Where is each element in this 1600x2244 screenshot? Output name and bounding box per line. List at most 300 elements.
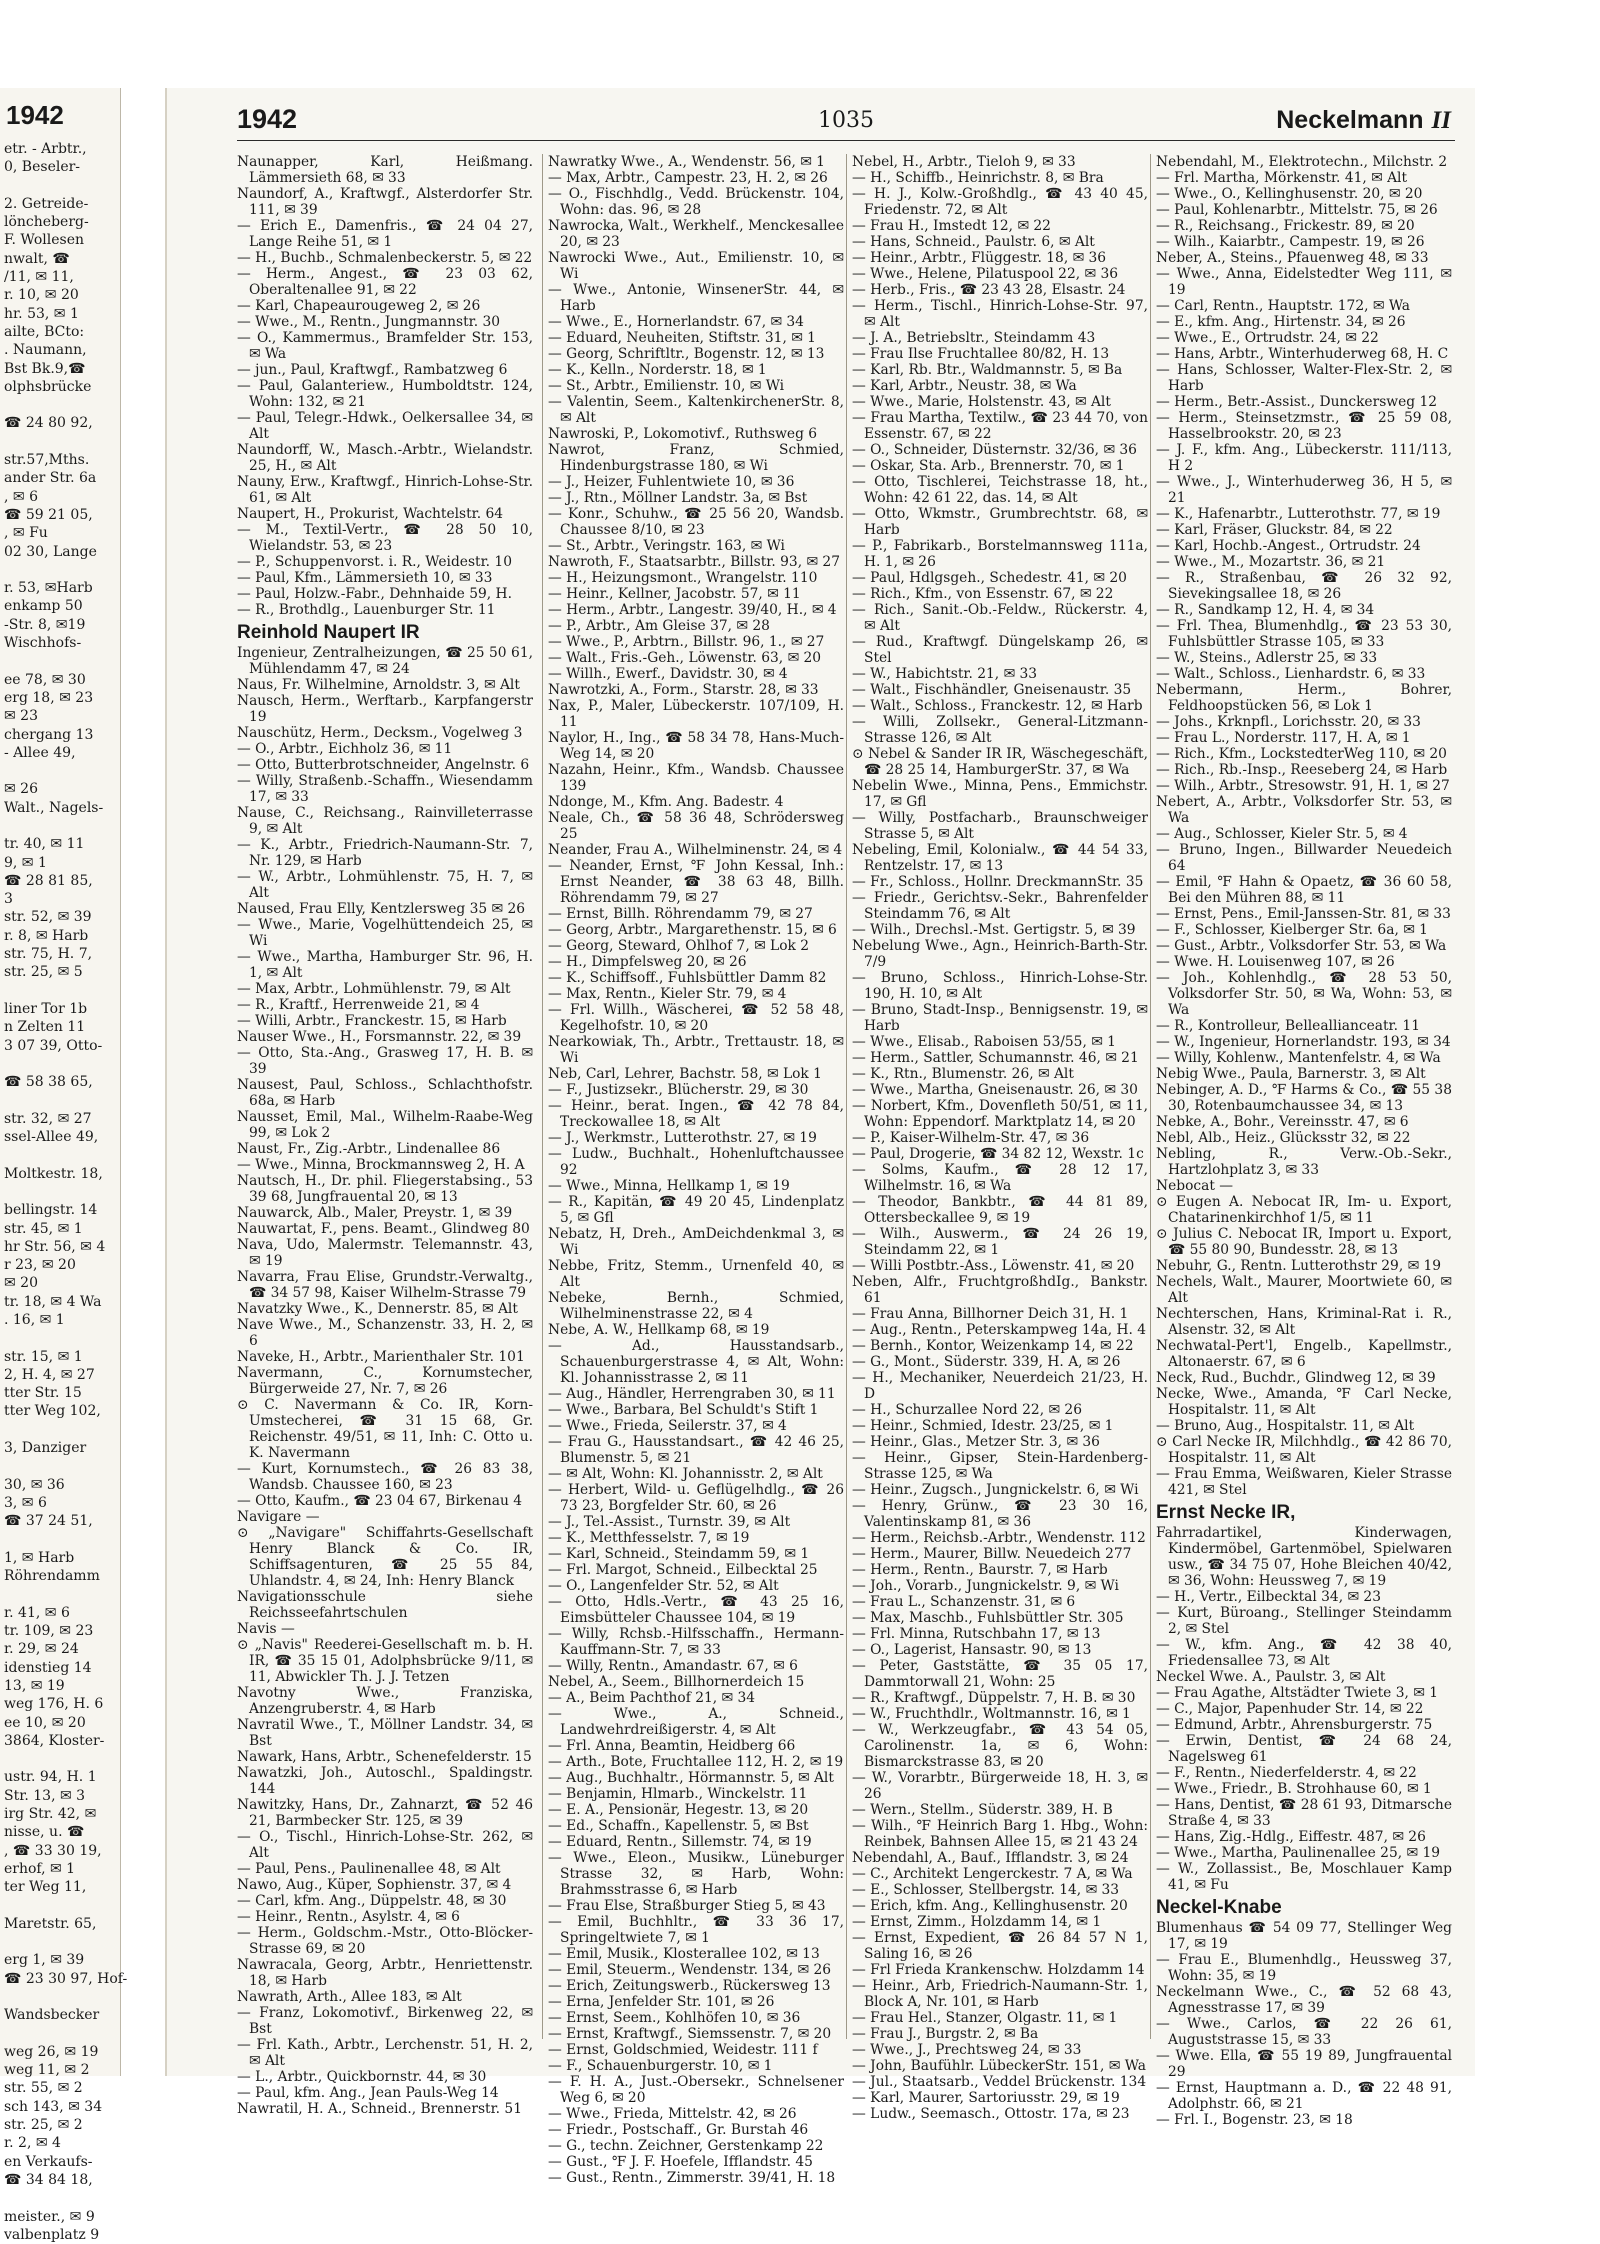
directory-entry: — Herm., Angest., ☎ 23 03 62, Oberaltenallee 91, ✉ 22 bbox=[237, 266, 533, 298]
directory-entry: — F., Rentn., Niederfelderstr. 4, ✉ 22 bbox=[1156, 1765, 1417, 1781]
left-page-line: hr Str. 56, ✉ 4 bbox=[4, 1238, 106, 1255]
directory-entry: — G., Mont., Süderstr. 339, H. A, ✉ 26 bbox=[852, 1354, 1121, 1370]
directory-entry: — Wwe., Anna, Eidelstedter Weg 111, ✉ 19 bbox=[1156, 266, 1452, 298]
directory-entry: — R., Kraftf., Herrenweide 21, ✉ 4 bbox=[237, 997, 480, 1013]
left-page-line bbox=[0, 2025, 120, 2043]
left-page-line: . Naumann, bbox=[4, 342, 87, 359]
directory-entry: Nebinger, A. D., ℉ Harms & Co., ☎ 55 38 30, Rotenbaumchaussee 34, ✉ 13 bbox=[1156, 1082, 1452, 1114]
left-page-line: - Allee 49, bbox=[4, 744, 76, 761]
directory-entry: Nawrotzki, A., Form., Starstr. 28, ✉ 33 bbox=[548, 682, 819, 698]
left-page-line: , ☎ 33 30 19, bbox=[4, 1842, 102, 1859]
directory-entry: Nava, Udo, Malermstr. Telemannstr. 43, ✉ 19 bbox=[237, 1237, 533, 1269]
directory-entry: Naused, Frau Elly, Kentzlersweg 35 ✉ 26 bbox=[237, 901, 526, 917]
directory-entry: — Heinr., Rentn., Asylstr. 4, ✉ 6 bbox=[237, 1909, 460, 1925]
directory-entry: — Georg, Arbtr., Margarethenstr. 15, ✉ 6 bbox=[548, 922, 837, 938]
left-page-line bbox=[0, 1531, 120, 1549]
directory-entry: Nausest, Paul, Schloss., Schlachthofstr. 68a, ✉ Harb bbox=[237, 1077, 533, 1109]
directory-entry: — Frau Anna, Billhorner Deich 31, H. 1 bbox=[852, 1306, 1129, 1322]
directory-entry: Blumenhaus ☎ 54 09 77, Stellinger Weg 17, ✉ 19 bbox=[1156, 1920, 1452, 1952]
directory-entry: — Otto, Hdls.-Vertr., ☎ 43 25 16, Eimsbütteler Chaussee 104, ✉ 19 bbox=[548, 1594, 844, 1626]
directory-entry: — Wilh., Kaiarbtr., Campestr. 19, ✉ 26 bbox=[1156, 234, 1425, 250]
left-page-line: hr. 53, ✉ 1 bbox=[4, 305, 79, 322]
directory-entry: — J. F., kfm. Ang., Lübeckerstr. 111/113, H 2 bbox=[1156, 442, 1452, 474]
directory-entry: Nebeling, Emil, Kolonialw., ☎ 44 54 33, Rentzelstr. 17, ✉ 13 bbox=[852, 842, 1148, 874]
left-page-strip bbox=[0, 88, 128, 2243]
directory-entry: Ingenieur, Zentralheizungen, ☎ 25 50 61, Mühlendamm 47, ✉ 24 bbox=[237, 645, 533, 677]
directory-entry: — Erich, Zeitungswerb., Rückersweg 13 bbox=[548, 1978, 831, 1994]
left-page-line: , ✉ Fu bbox=[4, 525, 48, 542]
left-page-line: 30, ✉ 36 bbox=[4, 1476, 65, 1493]
left-page-line: Wischhofs- bbox=[4, 635, 82, 652]
directory-entry: Navigare — bbox=[237, 1509, 320, 1525]
left-page-line: ☎ 24 80 92, bbox=[4, 415, 93, 432]
left-page-line: olphsbrücke bbox=[4, 378, 92, 395]
left-page-line bbox=[0, 1421, 120, 1439]
directory-entry: Nave Wwe., M., Schanzenstr. 33, H. 2, ✉ 6 bbox=[237, 1317, 533, 1349]
directory-entry: — Wwe., E., Ortrudstr. 24, ✉ 22 bbox=[1156, 330, 1379, 346]
directory-entry: — J., Tel.-Assist., Turnstr. 39, ✉ Alt bbox=[548, 1514, 791, 1530]
directory-entry: — H., Mechaniker, Neuerdeich 21/23, H. D bbox=[852, 1370, 1148, 1402]
left-page-line bbox=[0, 1091, 120, 1109]
directory-entry: Nawroth, F., Staatsarbtr., Billstr. 93, ✉ 27 bbox=[548, 554, 840, 570]
directory-entry: Nawracala, Georg, Arbtr., Henriettenstr. 18, ✉ Harb bbox=[237, 1957, 533, 1989]
directory-entry: — Rud., Kraftwgf. Düngelskamp 26, ✉ Stel bbox=[852, 634, 1148, 666]
directory-entry: — Frl. Kath., Arbtr., Lerchenstr. 51, H. 2, ✉ Alt bbox=[237, 2037, 533, 2069]
left-page-line: ☎ 34 84 18, bbox=[4, 2171, 93, 2188]
display-advertisement: Ernst Necke IR, bbox=[1156, 1502, 1296, 1523]
directory-entry: — Ernst, Hauptmann a. D., ☎ 22 48 91, Adolphstr. 66, ✉ 21 bbox=[1156, 2080, 1452, 2112]
left-page-line bbox=[0, 1457, 120, 1475]
directory-entry: Naunapper, Karl, Heißmang. Lämmersieth 68, ✉ 33 bbox=[237, 154, 533, 186]
directory-entry: — ✉ Alt, Wohn: Kl. Johannisstr. 2, ✉ Alt bbox=[548, 1466, 823, 1482]
left-page-line: 3 bbox=[4, 891, 13, 908]
directory-entry: Nebke, A., Bohr., Vereinsstr. 47, ✉ 6 bbox=[1156, 1114, 1409, 1130]
directory-entry: — Rich., Kfm., von Essenstr. 67, ✉ 22 bbox=[852, 586, 1114, 602]
directory-entry: — W., Vorarbtr., Bürgerweide 18, H. 3, ✉ 26 bbox=[852, 1770, 1148, 1802]
directory-entry: — Georg, Steward, Ohlhof 7, ✉ Lok 2 bbox=[548, 938, 810, 954]
left-page-line: str. 75, H. 7, bbox=[4, 946, 93, 963]
directory-entry: — Wwe., J., Prechtsweg 24, ✉ 33 bbox=[852, 2042, 1082, 2058]
directory-entry: — Wwe., Martha, Paulinenallee 25, ✉ 19 bbox=[1156, 1845, 1441, 1861]
left-page-line: n Zelten 11 bbox=[4, 1019, 86, 1036]
directory-entry: — Frau Else, Straßburger Stieg 5, ✉ 43 bbox=[548, 1898, 826, 1914]
directory-entry: — Willh., Ewerf., Davidstr. 30, ✉ 4 bbox=[548, 666, 788, 682]
directory-entry: — Wwe., Elisab., Raboisen 53/55, ✉ 1 bbox=[852, 1034, 1116, 1050]
directory-entry: — Heinr., Glas., Metzer Str. 3, ✉ 36 bbox=[852, 1434, 1100, 1450]
directory-entry: — Ernst, Goldschmied, Weidestr. 111 f bbox=[548, 2042, 818, 2058]
directory-entry: — W., Zollassist., Be, Moschlauer Kamp 41, ✉ Fu bbox=[1156, 1861, 1452, 1893]
left-page-line: meister., ✉ 9 bbox=[4, 2208, 95, 2225]
directory-entry: Nawroski, P., Lokomotivf., Ruthsweg 6 bbox=[548, 426, 818, 442]
directory-entry: — Wilh., ℉ Heinrich Barg 1. Hbg., Wohn: Reinbek, Bahnsen Allee 15, ✉ 21 43 24 bbox=[852, 1818, 1148, 1850]
left-page-line bbox=[0, 817, 120, 835]
directory-entry: — Peter, Gaststätte, ☎ 35 05 17, Dammtorwall 21, Wohn: 25 bbox=[852, 1658, 1148, 1690]
directory-entry: — Friedr., Postschaff., Gr. Burstah 46 bbox=[548, 2122, 809, 2138]
left-page-line: 9, ✉ 1 bbox=[4, 854, 47, 871]
left-page-line: valbenplatz 9 bbox=[4, 2226, 100, 2243]
directory-entry: Naundorff, W., Masch.-Arbtr., Wielandstr. 25, H., ✉ Alt bbox=[237, 442, 533, 474]
directory-entry: Ndonge, M., Kfm. Ang. Badestr. 4 bbox=[548, 794, 784, 810]
directory-entry: Neb, Carl, Lehrer, Bachstr. 58, ✉ Lok 1 bbox=[548, 1066, 822, 1082]
directory-entry: — Frau L., Schanzenstr. 31, ✉ 6 bbox=[852, 1594, 1076, 1610]
left-page-line: Wandsbecker bbox=[4, 2007, 100, 2024]
directory-entry: — W., Arbtr., Lohmühlenstr. 75, H. 7, ✉ Alt bbox=[237, 869, 533, 901]
left-page-line: 3, ✉ 6 bbox=[4, 1494, 47, 1511]
directory-entry: Navatzky Wwe., K., Dennerstr. 85, ✉ Alt bbox=[237, 1301, 518, 1317]
left-page-line: Str. 13, ✉ 3 bbox=[4, 1787, 86, 1804]
left-page-line: erg 18, ✉ 23 bbox=[4, 689, 94, 706]
directory-entry: — O., Tischl., Hinrich-Lohse-Str. 262, ✉ Alt bbox=[237, 1829, 533, 1861]
directory-entry: Nauschütz, Herm., Decksm., Vogelweg 3 bbox=[237, 725, 523, 741]
directory-entry: Navotny Wwe., Franziska, Anzengruberstr. 4, ✉ Harb bbox=[237, 1685, 533, 1717]
left-page-line: ustr. 94, H. 1 bbox=[4, 1769, 97, 1786]
directory-entry: Nawrot, Franz, Schmied, Hindenburgstrasse 180, ✉ Wi bbox=[548, 442, 844, 474]
directory-entry: — Otto, Kaufm., ☎ 23 04 67, Birkenau 4 bbox=[237, 1493, 523, 1509]
directory-entry: — John, Baufühlr. LübeckerStr. 151, ✉ Wa bbox=[852, 2058, 1146, 2074]
directory-entry: — J., Werkmstr., Lutterothstr. 27, ✉ 19 bbox=[548, 1130, 817, 1146]
directory-entry: — C., Architekt Lengerckestr. 7 A, ✉ Wa bbox=[852, 1866, 1133, 1882]
directory-entry: — Fr., Schloss., Hollnr. DreckmannStr. 35 bbox=[852, 874, 1144, 890]
running-head-volume: II bbox=[1431, 107, 1451, 134]
directory-entry: — Otto, Sta.-Ang., Grasweg 17, H. B. ✉ 39 bbox=[237, 1045, 533, 1077]
running-head-name: Neckelmann bbox=[1276, 106, 1424, 134]
directory-column-2 bbox=[548, 154, 844, 2186]
column-divider bbox=[846, 154, 847, 2039]
directory-entry: — Kurt, Kornumstech., ☎ 26 83 38, Wandsb. Chaussee 160, ✉ 23 bbox=[237, 1461, 533, 1493]
left-page-line: /11, ✉ 11, bbox=[4, 269, 74, 286]
left-page-line: str. 55, ✉ 2 bbox=[4, 2080, 83, 2097]
display-advertisement: Neckel-Knabe bbox=[1156, 1897, 1282, 1918]
directory-entry: — Wwe., J., Winterhuderweg 36, H 5, ✉ 21 bbox=[1156, 474, 1452, 506]
directory-entry: Navarra, Frau Elise, Grundstr.-Verwaltg., ☎ 34 57 98, Kaiser Wilhelm-Strasse 79 bbox=[237, 1269, 533, 1301]
left-page-line: r 23, ✉ 20 bbox=[4, 1257, 76, 1274]
directory-entry: — Bernh., Kontor, Weizenkamp 14, ✉ 22 bbox=[852, 1338, 1134, 1354]
left-page-line: 3, Danziger bbox=[4, 1440, 87, 1457]
directory-entry: — Heinr., Kellner, Jacobstr. 57, ✉ 11 bbox=[548, 586, 801, 602]
left-page-line: ailte, BCto: bbox=[4, 323, 85, 340]
directory-entry: — Arth., Bote, Fruchtallee 112, H. 2, ✉ 19 bbox=[548, 1754, 844, 1770]
directory-entry: — Max, Maschb., Fuhlsbüttler Str. 305 bbox=[852, 1610, 1124, 1626]
left-page-line bbox=[0, 1183, 120, 1201]
left-page-line bbox=[0, 1897, 120, 1915]
directory-entry: — Rich., Rb.-Insp., Reeseberg 24, ✉ Harb bbox=[1156, 762, 1448, 778]
left-page-line: r. 41, ✉ 6 bbox=[4, 1604, 70, 1621]
directory-entry: — Hans, Arbtr., Winterhuderweg 68, H. C bbox=[1156, 346, 1449, 362]
directory-entry: — Frau Hel., Stanzer, Olgastr. 11, ✉ 1 bbox=[852, 2010, 1118, 2026]
left-page-line: str.57,Mths. bbox=[4, 452, 90, 469]
directory-entry: — Herm., Tischl., Hinrich-Lohse-Str. 97, ✉ Alt bbox=[852, 298, 1148, 330]
directory-entry: — Frl. Thea, Blumenhdlg., ☎ 23 53 30, Fuhlsbüttler Strasse 105, ✉ 33 bbox=[1156, 618, 1452, 650]
directory-entry: Nebendahl, M., Elektrotechn., Milchstr. 2 bbox=[1156, 154, 1448, 170]
left-page-line: en Verkaufs- bbox=[4, 2153, 93, 2170]
directory-entry: — Rich., Kfm., LockstedterWeg 110, ✉ 20 bbox=[1156, 746, 1447, 762]
directory-entry: — Gust., ℉ J. F. Hoefele, Ifflandstr. 45 bbox=[548, 2154, 813, 2170]
directory-entry: Nawrath, Arth., Allee 183, ✉ Alt bbox=[237, 1989, 462, 2005]
directory-entry: — Max, Arbtr., Campestr. 23, H. 2, ✉ 26 bbox=[548, 170, 828, 186]
directory-entry: — Wern., Stellm., Süderstr. 389, H. B bbox=[852, 1802, 1113, 1818]
directory-entry: Naveke, H., Arbtr., Marienthaler Str. 101 bbox=[237, 1349, 525, 1365]
directory-entry: — Paul, Kfm., Lämmersieth 10, ✉ 33 bbox=[237, 570, 493, 586]
directory-entry: — Heinr., Schmied, Idestr. 23/25, ✉ 1 bbox=[852, 1418, 1114, 1434]
left-page-line: str. 25, ✉ 5 bbox=[4, 964, 83, 981]
directory-entry: — R., Sandkamp 12, H. 4, ✉ 34 bbox=[1156, 602, 1375, 618]
left-page-line: str. 45, ✉ 1 bbox=[4, 1220, 83, 1237]
directory-entry: Naupert, H., Prokurist, Wachtelstr. 64 bbox=[237, 506, 504, 522]
directory-entry: Navratil Wwe., T., Möllner Landstr. 34, ✉ Bst bbox=[237, 1717, 533, 1749]
directory-entry: — Bruno, Aug., Hospitalstr. 11, ✉ Alt bbox=[1156, 1418, 1415, 1434]
directory-entry: ⊙ „Navigare" Schiffahrts-Gesellschaft Henry Blanck & Co. IR, Schiffsagenturen, ☎ 25 55 84, Uhlandstr. 4, ✉ 24, Inh: Henry Blanck bbox=[237, 1525, 533, 1589]
left-page-line: sch 143, ✉ 34 bbox=[4, 2098, 103, 2115]
directory-entry: — Wwe., M., Mozartstr. 36, ✉ 21 bbox=[1156, 554, 1386, 570]
directory-entry: — C., Major, Papenhuder Str. 14, ✉ 22 bbox=[1156, 1701, 1424, 1717]
directory-entry: — Walt., Schloss., Lienhardstr. 6, ✉ 33 bbox=[1156, 666, 1426, 682]
directory-entry: — K., Rtn., Blumenstr. 26, ✉ Alt bbox=[852, 1066, 1074, 1082]
directory-entry: Nebelung Wwe., Agn., Heinrich-Barth-Str. 7/9 bbox=[852, 938, 1148, 970]
directory-entry: Navis — bbox=[237, 1621, 295, 1637]
directory-entry: — W., Steins., Adlerstr 25, ✉ 33 bbox=[1156, 650, 1378, 666]
directory-entry: — O., Kammermus., Bramfelder Str. 153, ✉ Wa bbox=[237, 330, 533, 362]
left-page-line: tr. 40, ✉ 11 bbox=[4, 836, 85, 853]
left-page-line: ssel-Allee 49, bbox=[4, 1129, 99, 1146]
directory-entry: — Emil, ℉ Hahn & Opaetz, ☎ 36 60 58, Bei den Mühren 88, ✉ 11 bbox=[1156, 874, 1452, 906]
directory-entry: Nawo, Aug., Küper, Sophienstr. 37, ✉ 4 bbox=[237, 1877, 512, 1893]
directory-entry: — H., Heizungsmont., Wrangelstr. 110 bbox=[548, 570, 818, 586]
directory-entry: — O., Langenfelder Str. 52, ✉ Alt bbox=[548, 1578, 779, 1594]
directory-entry: — St., Arbtr., Emilienstr. 10, ✉ Wi bbox=[548, 378, 785, 394]
left-page-line: chergang 13 bbox=[4, 726, 94, 743]
directory-entry: Nausset, Emil, Mal., Wilhelm-Raabe-Weg 99, ✉ Lok 2 bbox=[237, 1109, 533, 1141]
directory-entry: ⊙ Julius C. Nebocat IR, Import u. Export, ☎ 55 80 90, Bundesstr. 28, ✉ 13 bbox=[1156, 1226, 1452, 1258]
directory-entry: — Frau E., Blumenhdlg., Heussweg 37, Wohn: 35, ✉ 19 bbox=[1156, 1952, 1452, 1984]
left-page-line bbox=[0, 396, 120, 414]
left-page-line: etr. - Arbtr., bbox=[4, 141, 87, 157]
directory-entry: — G., techn. Zeichner, Gerstenkamp 22 bbox=[548, 2138, 824, 2154]
directory-entry: — Otto, Wkmstr., Grumbrechtstr. 68, ✉ Harb bbox=[852, 506, 1148, 538]
directory-entry: — Oskar, Sta. Arb., Brennerstr. 70, ✉ 1 bbox=[852, 458, 1125, 474]
directory-entry: — Gust., Rentn., Zimmerstr. 39/41, H. 18 bbox=[548, 2170, 836, 2186]
directory-entry: — F., Justizsekr., Blücherstr. 29, ✉ 30 bbox=[548, 1082, 809, 1098]
directory-entry: Necke, Wwe., Amanda, ℉ Carl Necke, Hospitalstr. 11, ✉ Alt bbox=[1156, 1386, 1452, 1418]
left-page-line: F. Wollesen bbox=[4, 232, 85, 249]
directory-entry: — Norbert, Kfm., Dovenfleth 50/51, ✉ 11, Wohn: Eppendorf. Marktplatz 14, ✉ 20 bbox=[852, 1098, 1148, 1130]
left-page-line bbox=[0, 561, 120, 579]
left-page-line bbox=[0, 1750, 120, 1768]
page-header bbox=[237, 100, 1455, 141]
directory-entry: — Kurt, Büroang., Stellinger Steindamm 2, ✉ Stel bbox=[1156, 1605, 1452, 1637]
directory-entry: ⊙ „Navis" Reederei-Gesellschaft m. b. H. IR, ☎ 35 15 01, Adolphsbrücke 9/11, ✉ 11, Abwickler Th. J. J. Tetzen bbox=[237, 1637, 533, 1685]
directory-entry: — J., Heizer, Fuhlentwiete 10, ✉ 36 bbox=[548, 474, 795, 490]
directory-entry: — Wwe., Marie, Vogelhüttendeich 25, ✉ Wi bbox=[237, 917, 533, 949]
directory-entry: — Ludw., Buchhalt., Hohenluftchaussee 92 bbox=[548, 1146, 844, 1178]
left-page-line: r. 10, ✉ 20 bbox=[4, 287, 79, 304]
directory-entry: — R., Reichsang., Frickestr. 89, ✉ 20 bbox=[1156, 218, 1415, 234]
directory-entry: — P., Fabrikarb., Borstelmannsweg 111a, H. 1, ✉ 26 bbox=[852, 538, 1148, 570]
directory-entry: — Walt., Fischhändler, Gneisenaustr. 35 bbox=[852, 682, 1132, 698]
directory-entry: — Herm., Goldschm.-Mstr., Otto-Blöcker-Strasse 69, ✉ 20 bbox=[237, 1925, 533, 1957]
directory-entry: — Aug., Schlosser, Kieler Str. 5, ✉ 4 bbox=[1156, 826, 1408, 842]
directory-entry: Neben, Alfr., FruchtgroßhdIg., Bankstr. 61 bbox=[852, 1274, 1148, 1306]
directory-entry: Nauwartat, F., pens. Beamt., Glindweg 80 bbox=[237, 1221, 530, 1237]
directory-entry: — Willi, Arbtr., Franckestr. 15, ✉ Harb bbox=[237, 1013, 507, 1029]
directory-entry: — Hans, Zig.-Hdlg., Eiffestr. 487, ✉ 26 bbox=[1156, 1829, 1426, 1845]
left-page-line: . 16, ✉ 1 bbox=[4, 1312, 65, 1328]
directory-entry: Nauwarck, Alb., Maler, Preystr. 1, ✉ 39 bbox=[237, 1205, 513, 1221]
left-page-line: ee 78, ✉ 30 bbox=[4, 671, 86, 688]
left-page-line: ☎ 23 30 97, Hof- bbox=[4, 1970, 128, 1987]
left-page-line bbox=[0, 1055, 120, 1073]
left-page-line: Moltkestr. 18, bbox=[4, 1165, 103, 1182]
directory-entry: — W., Fruchthdlr., Woltmannstr. 16, ✉ 1 bbox=[852, 1706, 1131, 1722]
directory-entry: — Wwe., M., Rentn., Jungmannstr. 30 bbox=[237, 314, 501, 330]
left-page-line bbox=[0, 762, 120, 780]
directory-entry: Nechwatal-Pert'l, Engelb., Kapellmstr., Altonaerstr. 67, ✉ 6 bbox=[1156, 1338, 1452, 1370]
directory-entry: Navermann, C., Kornumstecher, Bürgerweide 27, Nr. 7, ✉ 26 bbox=[237, 1365, 533, 1397]
directory-entry: — Karl, Rb. Btr., Waldmannstr. 5, ✉ Ba bbox=[852, 362, 1123, 378]
directory-entry: — Herb., Fris., ☎ 23 43 28, Elsastr. 24 bbox=[852, 282, 1126, 298]
directory-entry: — Wwe. H. Louisenweg 107, ✉ 26 bbox=[1156, 954, 1395, 970]
directory-entry: — Herm., Steinsetzmstr., ☎ 25 59 08, Hasselbrookstr. 20, ✉ 23 bbox=[1156, 410, 1452, 442]
directory-entry: — Max, Arbtr., Lohmühlenstr. 79, ✉ Alt bbox=[237, 981, 511, 997]
directory-entry: Nebel, H., Arbtr., Tieloh 9, ✉ 33 bbox=[852, 154, 1076, 170]
directory-entry: — Wwe., Eleon., Musikw., Lüneburger Strasse 32, ✉ Harb, Wohn: Brahmsstrasse 6, ✉ Harb bbox=[548, 1850, 844, 1898]
left-page-line bbox=[0, 1933, 120, 1951]
left-page-line bbox=[0, 1585, 120, 1603]
directory-entry: Navigationsschule siehe Reichsseefahrtschulen bbox=[237, 1589, 533, 1621]
directory-entry: — E., Schlosser, Stellbergstr. 14, ✉ 33 bbox=[852, 1882, 1120, 1898]
directory-entry: — Edmund, Arbtr., Ahrensburgerstr. 75 bbox=[1156, 1717, 1433, 1733]
directory-entry: Nawark, Hans, Arbtr., Schenefelderstr. 15 bbox=[237, 1749, 532, 1765]
left-page-line: ter Weg 11, bbox=[4, 1879, 87, 1896]
directory-entry: — Erich, kfm. Ang., Kellinghusenstr. 20 bbox=[852, 1898, 1128, 1914]
left-page-line: nisse, u. ☎ bbox=[4, 1824, 85, 1841]
directory-entry: Nawatzki, Joh., Autoschl., Spaldingstr. 144 bbox=[237, 1765, 533, 1797]
directory-entry: — H., Vertr., Eilbecktal 34, ✉ 23 bbox=[1156, 1589, 1381, 1605]
directory-entry: — W., Habichtstr. 21, ✉ 33 bbox=[852, 666, 1038, 682]
left-page-line: r. 53, ✉Harb bbox=[4, 580, 93, 597]
directory-entry: — Willi, Zollsekr., General-Litzmann-Strasse 126, ✉ Alt bbox=[852, 714, 1148, 746]
directory-entry: — K., Hafenarbtr., Lutterothstr. 77, ✉ 19 bbox=[1156, 506, 1441, 522]
directory-entry: Nausch, Herm., Werftarb., Karpfangerstr 19 bbox=[237, 693, 533, 725]
left-page-line: str. 32, ✉ 27 bbox=[4, 1110, 92, 1127]
left-page-line: enkamp 50 bbox=[4, 598, 83, 615]
directory-entry: — K., Arbtr., Friedrich-Naumann-Str. 7, Nr. 129, ✉ Harb bbox=[237, 837, 533, 869]
directory-entry: — Erwin, Dentist, ☎ 24 68 24, Nagelsweg 61 bbox=[1156, 1733, 1452, 1765]
directory-entry: — Johs., Krknpfl., Lorichsstr. 20, ✉ 33 bbox=[1156, 714, 1421, 730]
directory-entry: — Heinr., Arb, Friedrich-Naumann-Str. 1, Block A, Nr. 101, ✉ Harb bbox=[852, 1978, 1148, 2010]
directory-entry: Nebendahl, A., Bauf., Ifflandstr. 3, ✉ 24 bbox=[852, 1850, 1129, 1866]
column-divider bbox=[542, 154, 543, 2039]
directory-entry: — Wwe. Ella, ☎ 55 19 89, Jungfrauental 29 bbox=[1156, 2048, 1452, 2080]
directory-entry: Naundorf, A., Kraftwgf., Alsterdorfer Str. 111, ✉ 39 bbox=[237, 186, 533, 218]
directory-entry: — Frau L., Norderstr. 117, H. A, ✉ 1 bbox=[1156, 730, 1411, 746]
left-page-line: tr. 18, ✉ 4 Wa bbox=[4, 1293, 102, 1310]
directory-entry: ⊙ Carl Necke IR, Milchhdlg., ☎ 42 86 70, Hospitalstr. 11, ✉ Alt bbox=[1156, 1434, 1452, 1466]
directory-entry: — Wwe., Helene, Pilatuspool 22, ✉ 36 bbox=[852, 266, 1119, 282]
directory-entry: — E., kfm. Ang., Hirtenstr. 34, ✉ 26 bbox=[1156, 314, 1406, 330]
left-page-line: tter Weg 102, bbox=[4, 1403, 101, 1420]
directory-entry: — Frl. Margot, Schneid., Eilbecktal 25 bbox=[548, 1562, 818, 1578]
directory-entry: — Eduard, Neuheiten, Stiftstr. 31, ✉ 1 bbox=[548, 330, 816, 346]
directory-entry: Nearkowiak, Th., Arbtr., Trettaustr. 18, ✉ Wi bbox=[548, 1034, 844, 1066]
directory-entry: Naust, Fr., Zig.-Arbtr., Lindenallee 86 bbox=[237, 1141, 501, 1157]
directory-entry: — O., Arbtr., Eichholz 36, ✉ 11 bbox=[237, 741, 453, 757]
directory-entry: — Emil, Buchhltr., ☎ 33 36 17, Springeltwiete 7, ✉ 1 bbox=[548, 1914, 844, 1946]
left-page-lines bbox=[0, 140, 128, 2244]
directory-entry: — Konr., Schuhw., ☎ 25 56 20, Wandsb. Chaussee 8/10, ✉ 23 bbox=[548, 506, 844, 538]
directory-entry: — Heinr., Zugsch., Jungnickelstr. 6, ✉ Wi bbox=[852, 1482, 1139, 1498]
directory-entry: — Otto, Butterbrotschneider, Angelnstr. 6 bbox=[237, 757, 530, 773]
left-page-line: Walt., Nagels- bbox=[4, 799, 104, 816]
display-advertisement: Reinhold Naupert IR bbox=[237, 622, 420, 643]
directory-entry: — R., Kapitän, ☎ 49 20 45, Lindenplatz 5, ✉ Gfl bbox=[548, 1194, 844, 1226]
directory-entry: — Aug., Rentn., Peterskampweg 14a, H. 4 bbox=[852, 1322, 1147, 1338]
directory-entry: — W., kfm. Ang., ☎ 42 38 40, Friedensallee 73, ✉ Alt bbox=[1156, 1637, 1452, 1669]
left-page-line: löncheberg- bbox=[4, 214, 89, 231]
left-page-line: ✉ 23 bbox=[4, 708, 38, 725]
directory-entry: — Herm., Betr.-Assist., Dunckersweg 12 bbox=[1156, 394, 1438, 410]
directory-entry: — F. H. A., Just.-Obersekr., Schnelsener Weg 6, ✉ 20 bbox=[548, 2074, 844, 2106]
left-page-line: ander Str. 6a bbox=[4, 470, 97, 487]
left-page-line: idenstieg 14 bbox=[4, 1659, 92, 1676]
left-page-line: ☎ 59 21 05, bbox=[4, 506, 93, 523]
left-page-line bbox=[0, 652, 120, 670]
directory-entry: — Willy, Rentn., Amandastr. 67, ✉ 6 bbox=[548, 1658, 798, 1674]
left-page-line bbox=[0, 1988, 120, 2006]
directory-entry: — J., Rtn., Möllner Landstr. 3a, ✉ Bst bbox=[548, 490, 808, 506]
directory-entry: — Erna, Jenfelder Str. 101, ✉ 26 bbox=[548, 1994, 775, 2010]
directory-entry: — Theodor, Bankbtr., ☎ 44 81 89, Ottersbeckallee 9, ✉ 19 bbox=[852, 1194, 1148, 1226]
directory-entry: — Wilh., Drechsl.-Mst. Gertigstr. 5, ✉ 39 bbox=[852, 922, 1136, 938]
directory-entry: — Wwe., Martha, Hamburger Str. 96, H. 1, ✉ Alt bbox=[237, 949, 533, 981]
directory-entry: — Emil, Steuerm., Wendenstr. 134, ✉ 26 bbox=[548, 1962, 832, 1978]
directory-entry: — Frl. Martha, Mörkenstr. 41, ✉ Alt bbox=[1156, 170, 1408, 186]
directory-entry: Nawitzky, Hans, Dr., Zahnarzt, ☎ 52 46 21, Barmbecker Str. 125, ✉ 39 bbox=[237, 1797, 533, 1829]
directory-entry: Nawrocki Wwe., Aut., Emilienstr. 10, ✉ Wi bbox=[548, 250, 844, 282]
directory-entry: Nax, P., Maler, Lübeckerstr. 107/109, H. 11 bbox=[548, 698, 844, 730]
directory-entry: — Ad., Hausstandsarb., Schauenburgerstrasse 4, ✉ Alt, Wohn: Kl. Johannisstrasse 2, ✉ 11 bbox=[548, 1338, 844, 1386]
directory-entry: Nauny, Erw., Kraftwgf., Hinrich-Lohse-Str. 61, ✉ Alt bbox=[237, 474, 533, 506]
directory-entry: Naylor, H., Ing., ☎ 58 34 78, Hans-Much-Weg 14, ✉ 20 bbox=[548, 730, 844, 762]
directory-entry: — Wwe., A., Schneid., Landwehrdreißigerstr. 4, ✉ Alt bbox=[548, 1706, 844, 1738]
left-page-line: r. 29, ✉ 24 bbox=[4, 1641, 79, 1658]
directory-entry: — Frl. Willh., Wäscherei, ☎ 52 58 48, Kegelhofstr. 10, ✉ 20 bbox=[548, 1002, 844, 1034]
directory-entry: — Herm., Reichsb.-Arbtr., Wendenstr. 112 bbox=[852, 1530, 1146, 1546]
directory-entry: Nechels, Walt., Maurer, Moortwiete 60, ✉ Alt bbox=[1156, 1274, 1452, 1306]
directory-entry: — Ernst, Billh. Röhrendamm 79, ✉ 27 bbox=[548, 906, 813, 922]
directory-entry: — R., Brothdlg., Lauenburger Str. 11 bbox=[237, 602, 496, 618]
page-number: 1035 bbox=[818, 108, 874, 133]
directory-entry: Nebert, A., Arbtr., Volksdorfer Str. 53, ✉ Wa bbox=[1156, 794, 1452, 826]
directory-entry: — Otto, Tischlerei, Teichstrasse 18, ht., Wohn: 42 61 22, das. 14, ✉ Alt bbox=[852, 474, 1148, 506]
directory-entry: — Karl, Maurer, Sartoriusstr. 29, ✉ 19 bbox=[852, 2090, 1120, 2106]
directory-entry: Nause, C., Reichsang., Rainvilleterrasse 9, ✉ Alt bbox=[237, 805, 533, 837]
directory-entry: — Karl, Hochb.-Angest., Ortrudstr. 24 bbox=[1156, 538, 1421, 554]
directory-entry: — Frau G., Hausstandsart., ☎ 42 46 25, Blumenstr. 5, ✉ 21 bbox=[548, 1434, 844, 1466]
directory-entry: — Hans, Schlosser, Walter-Flex-Str. 2, ✉ Harb bbox=[1156, 362, 1452, 394]
directory-entry: — Willy, Postfacharb., Braunschweiger Strasse 5, ✉ Alt bbox=[852, 810, 1148, 842]
directory-entry: — Wwe., Marie, Holstenstr. 43, ✉ Alt bbox=[852, 394, 1111, 410]
directory-entry: — Hans, Schneid., Paulstr. 6, ✉ Alt bbox=[852, 234, 1095, 250]
left-page-year: 1942 bbox=[6, 100, 64, 130]
directory-entry: Nebe, A. W., Hellkamp 68, ✉ 19 bbox=[548, 1322, 770, 1338]
left-page-line: nwalt, ☎ bbox=[4, 250, 70, 267]
directory-entry: — A., Beim Pachthof 21, ✉ 34 bbox=[548, 1690, 756, 1706]
left-page-line: 02 30, Lange bbox=[4, 543, 97, 560]
directory-entry: Nebelin Wwe., Minna, Pens., Emmichstr. 17, ✉ Gfl bbox=[852, 778, 1148, 810]
directory-entry: — Emil, Musik., Klosterallee 102, ✉ 13 bbox=[548, 1946, 820, 1962]
left-page-line: liner Tor 1b bbox=[4, 1000, 88, 1017]
directory-column-1 bbox=[237, 154, 533, 2117]
